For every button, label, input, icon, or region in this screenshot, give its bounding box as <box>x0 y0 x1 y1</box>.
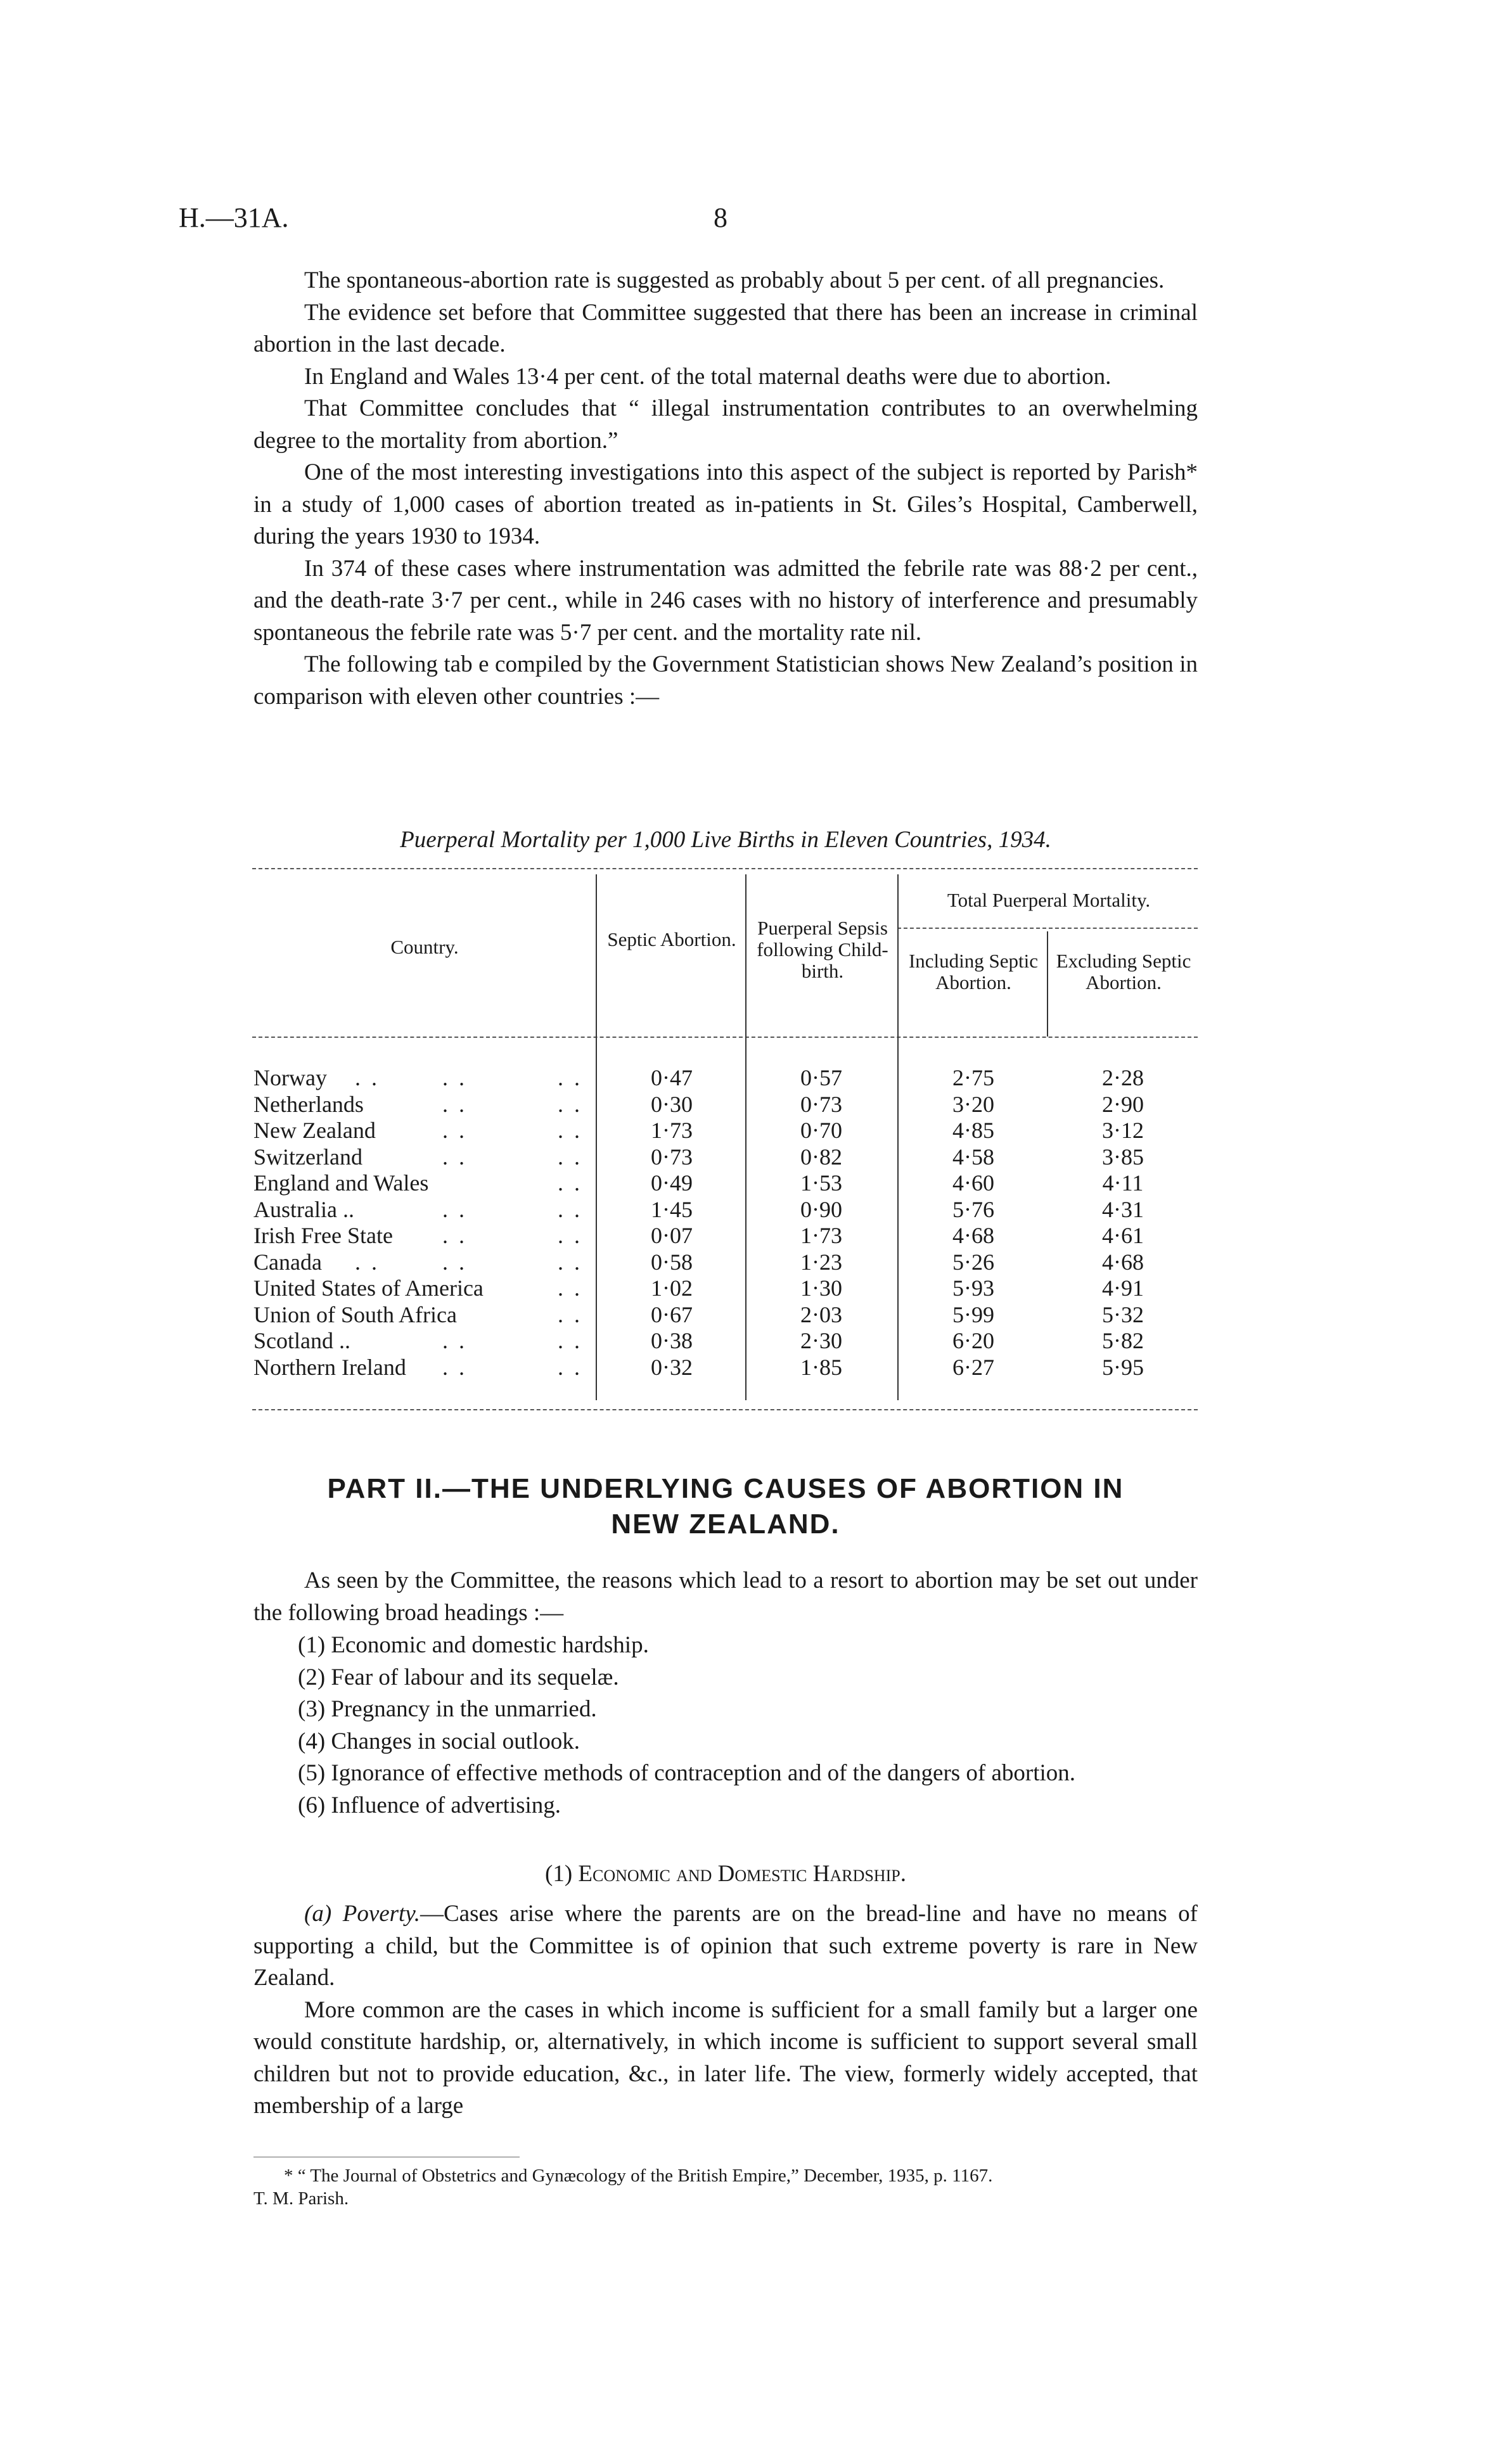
excluding-cell: 2·90 <box>1102 1091 1144 1117</box>
poverty-label: (a) Poverty. <box>304 1901 420 1927</box>
leader-dots: . . <box>355 1065 380 1090</box>
leader-dots: . . <box>355 1249 380 1275</box>
paragraph: In 374 of these cases where instrumentation was admitted the febrile rate was 88·2 per cent., and the death-rate 3·7 per cent., while in 246 cases with no history of interference and presumably spontaneous the febrile rate was 5·7 per cent. and the mortality rate nil. <box>253 555 1198 646</box>
puerperal-cell: 1·85 <box>800 1354 842 1380</box>
intro-text <box>253 265 1198 713</box>
leader-dots: . . <box>442 1144 467 1170</box>
septic-cell: 0·73 <box>651 1144 693 1170</box>
puerperal-cell: 1·73 <box>800 1223 842 1248</box>
leader-dots: . . <box>442 1118 467 1143</box>
table-row <box>253 1144 1198 1170</box>
septic-cell: 0·58 <box>651 1249 693 1275</box>
leader-dots: . . <box>558 1091 582 1117</box>
table-row <box>253 1249 1198 1275</box>
country-cell: Irish Free State <box>253 1223 393 1248</box>
list-item: (6) Influence of advertising. <box>298 1792 561 1818</box>
including-cell: 4·85 <box>952 1118 994 1143</box>
puerperal-cell: 1·30 <box>800 1275 842 1301</box>
list-item: (5) Ignorance of effective methods of contraception and of the dangers of abortion. <box>298 1760 1076 1786</box>
septic-cell: 0·67 <box>651 1301 693 1327</box>
paragraph: The evidence set before that Committee suggested that there has been an increase in criminal abortion in the last decade. <box>253 299 1198 357</box>
country-cell: Norway <box>253 1065 327 1090</box>
leader-dots: . . <box>558 1275 582 1301</box>
country-cell: Northern Ireland <box>253 1354 406 1380</box>
leader-dots: . . <box>442 1091 467 1117</box>
table-row <box>253 1117 1198 1144</box>
leader-dots: . . <box>558 1249 582 1275</box>
table-header-rule <box>252 1037 1198 1038</box>
paragraph: The following tab e compiled by the Government Statistician shows New Zealand’s position in comparison with eleven other countries :— <box>253 651 1198 710</box>
puerperal-cell: 1·53 <box>800 1170 842 1196</box>
including-cell: 5·26 <box>952 1249 994 1275</box>
table-title: Puerperal Mortality per 1,000 Live Births in Eleven Countries, 1934. <box>400 827 1051 853</box>
table-row <box>253 1301 1198 1328</box>
footnote-line: * “ The Journal of Obstetrics and Gynæcology of the British Empire,” December, 1935, p. 1167. <box>284 2166 993 2186</box>
country-cell: New Zealand <box>253 1118 376 1143</box>
part-heading <box>253 1471 1198 1542</box>
leader-dots: . . <box>558 1328 582 1353</box>
excluding-cell: 4·61 <box>1102 1223 1144 1248</box>
septic-cell: 0·47 <box>651 1065 693 1090</box>
including-cell: 6·20 <box>952 1328 994 1353</box>
part2-body <box>253 1898 1198 2122</box>
table-row <box>253 1327 1198 1354</box>
puerperal-cell: 2·30 <box>800 1328 842 1353</box>
leader-dots: . . <box>442 1196 467 1222</box>
puerperal-cell: 0·57 <box>800 1065 842 1090</box>
document-reference: H.—31A. <box>179 202 289 233</box>
table-bottom-rule <box>252 1409 1198 1410</box>
footnote <box>253 2164 1198 2210</box>
paragraph: More common are the cases in which income is sufficient for a small family but a larger one would constitute hardship, or, alternatively, in which income is sufficient to support several small children but not to provide education, &c., in later life. The view, formerly widely accepted, that membership of a large <box>253 1996 1198 2119</box>
puerperal-cell: 2·03 <box>800 1301 842 1327</box>
paragraph: One of the most interesting investigations into this aspect of the subject is reported by Parish* in a study of 1,000 cases of abortion treated as in-patients in St. Giles’s Hospital, Camberwell, during the years 1930 to 1934. <box>253 459 1198 549</box>
including-cell: 6·27 <box>952 1354 994 1380</box>
leader-dots: . . <box>558 1118 582 1143</box>
table-row <box>253 1275 1198 1301</box>
leader-dots: . . <box>442 1328 467 1353</box>
puerperal-cell: 0·73 <box>800 1091 842 1117</box>
including-cell: 4·60 <box>952 1170 994 1196</box>
country-cell: Canada <box>253 1249 322 1275</box>
septic-cell: 0·07 <box>651 1223 693 1248</box>
country-cell: England and Wales <box>253 1170 429 1196</box>
leader-dots: . . <box>558 1354 582 1380</box>
country-cell: Union of South Africa <box>253 1301 457 1327</box>
table-row <box>253 1196 1198 1223</box>
leader-dots: . . <box>558 1170 582 1196</box>
section-subheading: (1) Economic and Domestic Hardship. <box>545 1861 906 1887</box>
puerperal-cell: 1·23 <box>800 1249 842 1275</box>
total-subheader-rule <box>897 928 1198 929</box>
septic-cell: 0·38 <box>651 1328 693 1353</box>
list-item: (2) Fear of labour and its sequelæ. <box>298 1664 619 1690</box>
table-top-rule <box>252 868 1198 869</box>
paragraph: In England and Wales 13·4 per cent. of the total maternal deaths were due to abortion. <box>304 363 1112 390</box>
leader-dots: . . <box>442 1354 467 1380</box>
septic-cell: 1·45 <box>651 1196 693 1222</box>
paragraph: The spontaneous-abortion rate is suggested as probably about 5 per cent. of all pregnancies. <box>304 267 1165 293</box>
excluding-cell: 4·68 <box>1102 1249 1144 1275</box>
leader-dots: . . <box>558 1223 582 1248</box>
excluding-cell: 4·91 <box>1102 1275 1144 1301</box>
puerperal-cell: 0·70 <box>800 1118 842 1143</box>
septic-cell: 0·49 <box>651 1170 693 1196</box>
excluding-cell: 5·82 <box>1102 1328 1144 1353</box>
excluding-cell: 5·95 <box>1102 1354 1144 1380</box>
country-cell: United States of America <box>253 1275 484 1301</box>
part2-intro <box>253 1565 1198 1629</box>
table-row <box>253 1091 1198 1118</box>
list-item: (3) Pregnancy in the unmarried. <box>298 1696 597 1722</box>
header-excluding: Excluding Septic Abortion. <box>1056 950 1191 993</box>
poverty-text: —Cases arise where the parents are on the bread-line and have no means of supporting a child, but the Committee is of opinion that such extreme poverty is rare in New Zealand. <box>253 1901 1198 1991</box>
table-row <box>253 1222 1198 1249</box>
including-cell: 4·68 <box>952 1223 994 1248</box>
puerperal-cell: 0·82 <box>800 1144 842 1170</box>
leader-dots: . . <box>558 1065 582 1090</box>
table-row <box>253 1064 1198 1091</box>
table-row <box>253 1354 1198 1381</box>
leader-dots: . . <box>558 1301 582 1327</box>
country-cell: Scotland .. <box>253 1328 350 1353</box>
including-cell: 5·76 <box>952 1196 994 1222</box>
list-item: (1) Economic and domestic hardship. <box>298 1632 649 1658</box>
excluding-cell: 4·11 <box>1102 1170 1144 1196</box>
including-cell: 3·20 <box>952 1091 994 1117</box>
excluding-cell: 3·85 <box>1102 1144 1144 1170</box>
footnote-line: T. M. Parish. <box>253 2188 349 2209</box>
leader-dots: . . <box>558 1144 582 1170</box>
including-cell: 5·93 <box>952 1275 994 1301</box>
leader-dots: . . <box>442 1249 467 1275</box>
list-item: (4) Changes in social outlook. <box>298 1728 580 1754</box>
septic-cell: 1·02 <box>651 1275 693 1301</box>
part-heading-line: PART II.—THE UNDERLYING CAUSES OF ABORTION IN <box>327 1473 1124 1504</box>
table-row <box>253 1170 1198 1196</box>
septic-cell: 0·32 <box>651 1354 693 1380</box>
excluding-cell: 5·32 <box>1102 1301 1144 1327</box>
header-including: Including Septic Abortion. <box>908 950 1039 993</box>
header-total: Total Puerperal Mortality. <box>947 889 1151 911</box>
page-number: 8 <box>714 202 727 233</box>
paragraph: As seen by the Committee, the reasons which lead to a resort to abortion may be set out under the following broad headings :— <box>253 1567 1198 1626</box>
including-cell: 4·58 <box>952 1144 994 1170</box>
excluding-cell: 3·12 <box>1102 1118 1144 1143</box>
including-cell: 5·99 <box>952 1301 994 1327</box>
paragraph: That Committee concludes that “ illegal instrumentation contributes to an overwhelming degree to the mortality from abortion.” <box>253 395 1198 454</box>
causes-list <box>298 1630 1075 1822</box>
puerperal-cell: 0·90 <box>800 1196 842 1222</box>
leader-dots: . . <box>442 1223 467 1248</box>
header-country: Country. <box>390 936 459 958</box>
septic-cell: 1·73 <box>651 1118 693 1143</box>
header-puerperal: Puerperal Sepsis following Child-birth. <box>757 917 888 982</box>
excluding-cell: 2·28 <box>1102 1065 1144 1090</box>
header-septic: Septic Abortion. <box>607 928 736 950</box>
country-cell: Netherlands <box>253 1091 364 1117</box>
country-cell: Australia .. <box>253 1196 354 1222</box>
paragraph <box>253 1898 1198 1995</box>
septic-cell: 0·30 <box>651 1091 693 1117</box>
part-heading-line: NEW ZEALAND. <box>611 1509 840 1540</box>
leader-dots: . . <box>442 1065 467 1090</box>
including-cell: 2·75 <box>952 1065 994 1090</box>
column-divider <box>1047 931 1048 1037</box>
leader-dots: . . <box>558 1196 582 1222</box>
excluding-cell: 4·31 <box>1102 1196 1144 1222</box>
country-cell: Switzerland <box>253 1144 362 1170</box>
